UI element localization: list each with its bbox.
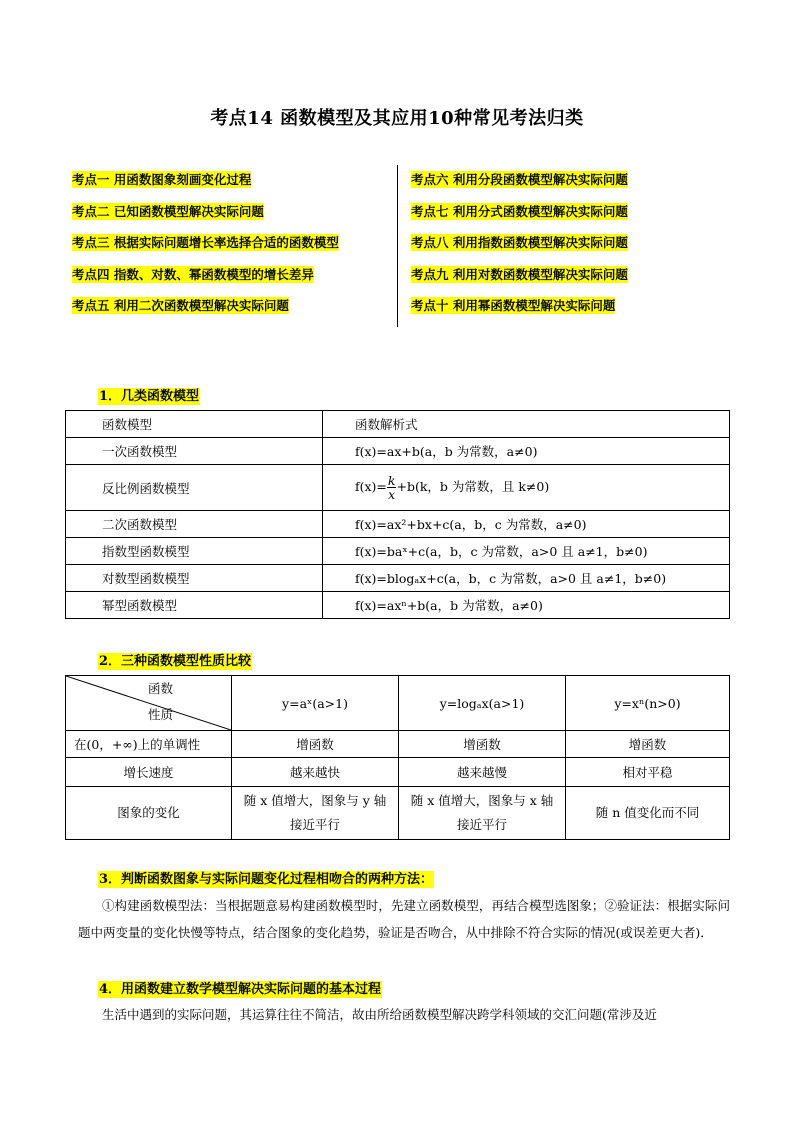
toc-item: 考点三 根据实际问题增长率选择合适的函数模型: [72, 235, 339, 250]
toc-item: 考点七 利用分式函数模型解决实际问题: [411, 203, 628, 219]
function-models-table: [65, 410, 730, 619]
header-cell: 函数模型: [66, 411, 323, 438]
toc-item: 考点二 已知函数模型解决实际问题: [72, 203, 264, 219]
section-3-heading: 3．判断函数图象与实际问题变化过程相吻合的两种方法：: [99, 872, 434, 887]
model-formula: f(x)=blogₐx+c(a，b，c 为常数，a>0 且 a≠1，b≠0): [323, 565, 730, 592]
row-label: 增长速度: [66, 758, 232, 787]
column-header: y=xⁿ(n>0): [566, 676, 730, 731]
table-row: [66, 731, 730, 758]
table-header-row: [66, 411, 730, 438]
model-comparison-table: [65, 675, 730, 840]
page-title: 考点14 函数模型及其应用10种常见考法归类: [210, 108, 584, 129]
model-formula: f(x)= $\frac{k}{x}$ +b(k，b 为常数，且 k≠0): [323, 465, 730, 511]
diagonal-header-cell: [66, 676, 232, 731]
row-label: 图象的变化: [66, 787, 232, 840]
column-header: y=logₐx(a>1): [399, 676, 566, 731]
table-row: [66, 465, 730, 511]
table-cell: 随 n 值变化而不同: [566, 787, 730, 840]
model-name: 对数型函数模型: [66, 565, 323, 592]
section-2-heading: 2．三种函数模型性质比较: [99, 654, 252, 669]
model-formula: f(x)=ax²+bx+c(a，b，c 为常数，a≠0): [323, 511, 730, 538]
column-header: y=aˣ(a>1): [232, 676, 399, 731]
section-4-heading: 4．用函数建立数学模型解决实际问题的基本过程: [99, 982, 382, 997]
model-name: 二次函数模型: [66, 511, 323, 538]
model-name: 一次函数模型: [66, 438, 323, 465]
table-row: [66, 758, 730, 787]
table-row: [66, 538, 730, 565]
model-formula: f(x)=ax+b(a，b 为常数，a≠0): [323, 438, 730, 465]
model-name: 指数型函数模型: [66, 538, 323, 565]
toc-item: 考点十 利用幂函数模型解决实际问题: [411, 298, 616, 313]
header-cell: 函数解析式: [323, 411, 730, 438]
toc-item: 考点九 利用对数函数模型解决实际问题: [411, 266, 628, 282]
table-cell: 随 x 值增大，图象与 y 轴接近平行: [232, 787, 399, 840]
table-cell: 增函数: [232, 731, 399, 758]
table-cell: 增函数: [399, 731, 566, 758]
table-cell: 随 x 值增大，图象与 x 轴接近平行: [399, 787, 566, 840]
section-4-paragraph: 生活中遇到的实际问题，其运算往往不简洁，故由所给函数模型解决跨学科领域的交汇问题(常涉及近: [102, 1007, 657, 1022]
toc-item: 考点四 指数、对数、幂函数模型的增长差异: [72, 266, 314, 282]
table-header-row: [66, 676, 730, 731]
table-row: [66, 438, 730, 465]
model-name: 幂型函数模型: [66, 592, 323, 619]
toc-right-column: [411, 170, 628, 328]
table-row: [66, 565, 730, 592]
table-cell: 增函数: [566, 731, 730, 758]
table-row: [66, 787, 730, 840]
table-cell: 相对平稳: [566, 758, 730, 787]
corner-label-function: 函数: [148, 681, 174, 696]
toc-divider: [397, 165, 398, 327]
table-row: [66, 511, 730, 538]
model-name: 反比例函数模型: [66, 465, 323, 511]
table-cell: 越来越慢: [399, 758, 566, 787]
toc-item: 考点五 利用二次函数模型解决实际问题: [72, 298, 289, 313]
toc-item: 考点六 利用分段函数模型解决实际问题: [411, 172, 628, 187]
toc-item: 考点一 用函数图象刻画变化过程: [72, 172, 252, 187]
table-cell: 越来越快: [232, 758, 399, 787]
fraction: $\frac{k}{x}$: [387, 473, 396, 502]
toc-item: 考点八 利用指数函数模型解决实际问题: [411, 235, 628, 250]
toc-left-column: [72, 170, 339, 328]
model-formula: f(x)=baˣ+c(a，b，c 为常数，a>0 且 a≠1，b≠0): [323, 538, 730, 565]
corner-label-property: 性质: [148, 707, 174, 722]
row-label: 在(0，+∞)上的单调性: [66, 731, 232, 758]
section-1-heading: 1．几类函数模型: [99, 389, 200, 404]
model-formula: f(x)=axⁿ+b(a，b 为常数，a≠0): [323, 592, 730, 619]
section-3-paragraph: ①构建函数模型法：当根据题意易构建函数模型时，先建立函数模型，再结合模型选图象；②验证法：根据实际问题中两变量的变化快慢等特点，结合图象的变化趋势，验证是否吻合，从中排除不符合实际的情况(或误差更大者)．: [78, 898, 730, 940]
table-row: [66, 592, 730, 619]
